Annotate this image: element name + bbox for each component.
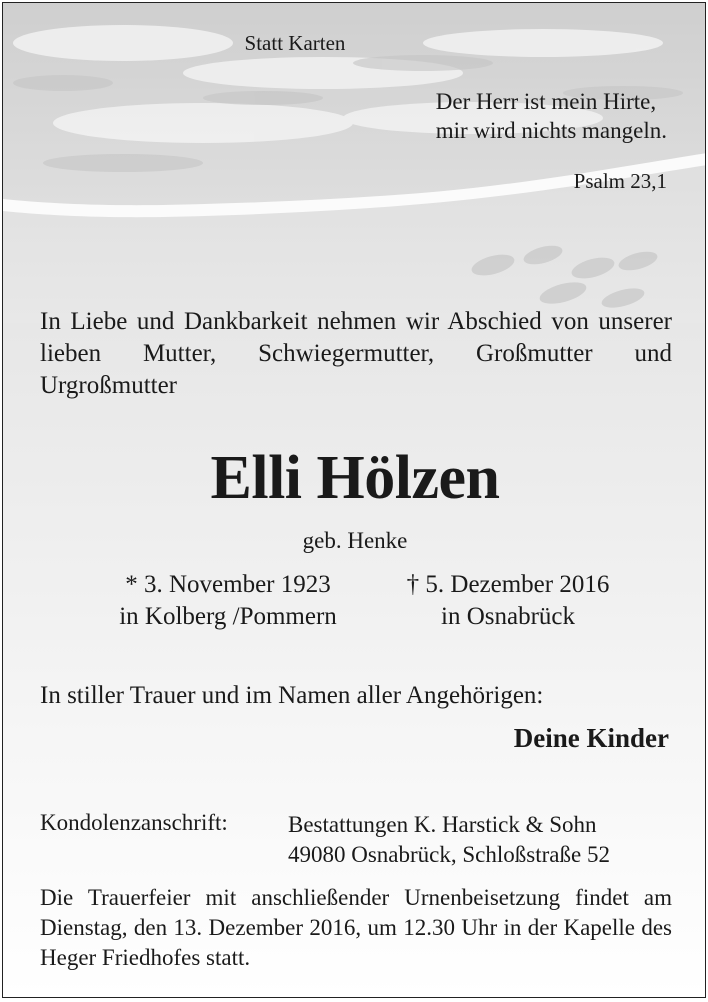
funeral-details: Die Trauerfeier mit anschließender Urnenbeisetzung findet am Dienstag, den 13. Dezember 2016, um 12.30 Uhr in der Kapelle des Heger Friedhofes statt.	[40, 885, 672, 970]
death-info	[373, 569, 643, 633]
psalm-quote	[436, 87, 667, 145]
birth-place: in Kolberg /Pommern	[119, 603, 337, 630]
obituary-notice	[2, 2, 706, 998]
psalm-line-1: Der Herr ist mein Hirte,	[435, 89, 657, 114]
deceased-name: Elli Hölzen	[210, 444, 500, 512]
mourners-signature: Deine Kinder	[513, 723, 669, 753]
statt-karten-note: Statt Karten	[244, 31, 346, 55]
condolence-address-line-1: Bestattungen K. Harstick & Sohn	[288, 812, 597, 837]
psalm-reference: Psalm 23,1	[573, 169, 667, 193]
condolence-label: Kondolenzanschrift:	[40, 810, 228, 835]
birth-date: * 3. November 1923	[125, 571, 331, 598]
mourners-text: In stiller Trauer und im Namen aller Angehörigen:	[40, 682, 544, 709]
psalm-line-2: mir wird nichts mangeln.	[435, 118, 667, 143]
condolence-address	[288, 810, 610, 870]
birth-info	[93, 569, 363, 633]
birth-name: geb. Henke	[302, 528, 408, 553]
condolence-address-line-2: 49080 Osnabrück, Schloßstraße 52	[288, 842, 610, 867]
death-date: † 5. Dezember 2016	[406, 571, 610, 598]
intro-text: In Liebe und Dankbarkeit nehmen wir Abschied von unserer lieben Mutter, Schwiegermutter, Großmutter und Urgroßmutter	[40, 308, 672, 399]
death-place: in Osnabrück	[441, 603, 575, 630]
